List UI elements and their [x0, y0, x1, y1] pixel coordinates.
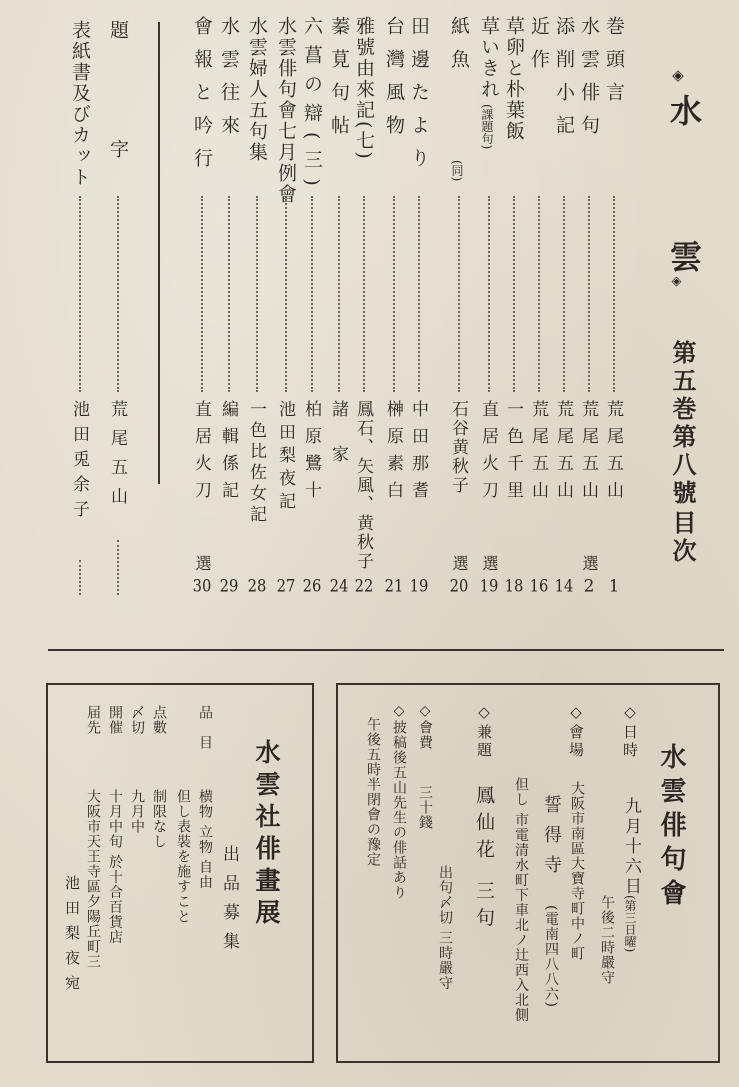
- fee-label: ◇會費: [417, 703, 433, 750]
- toc-title: 水雲婦人五句集: [246, 16, 268, 163]
- magazine-title-char-1: 水: [665, 94, 703, 126]
- leader-dots: [563, 196, 565, 392]
- leader-dots: [393, 196, 395, 392]
- date-label: ◇日時: [621, 703, 639, 760]
- item-label: 〆切: [129, 705, 145, 735]
- closing-time: 午後五時半閉會の豫定: [365, 717, 381, 867]
- column-divider: [158, 22, 160, 484]
- toc-author: 荒尾五山: [603, 400, 623, 508]
- toc-title: 水雲俳句會七月例會: [275, 16, 297, 205]
- meeting-title: 水雲俳句會: [656, 743, 686, 913]
- toc-author: 池田兎余子: [69, 400, 89, 525]
- submission-deadline: 出句〆切 三時嚴守: [437, 865, 453, 991]
- item-value: 制限なし: [151, 789, 167, 849]
- toc-page: 14: [554, 578, 574, 595]
- leader-dots: [285, 196, 287, 392]
- toc-title: 六菖の辯(三): [301, 16, 323, 196]
- leader-dots: [363, 196, 365, 392]
- leader-dots: [311, 196, 313, 392]
- toc-page: 16: [529, 578, 549, 595]
- toc-author: 荒尾五山: [578, 400, 598, 508]
- toc-author: 鳳石、矢風、黄秋子: [353, 400, 373, 571]
- venue-phone: (電南四八八六): [543, 905, 559, 1008]
- toc-title: 紙魚: [448, 16, 470, 82]
- leader-dots: [338, 196, 340, 392]
- toc-note: 選: [193, 555, 212, 573]
- toc-title: 田邊たより: [408, 16, 430, 181]
- leader-dots: [458, 196, 460, 392]
- toc-note: 選: [480, 555, 499, 573]
- leader-dots: [488, 196, 490, 392]
- toc-title: 水雲俳句: [578, 16, 600, 148]
- toc-page: 28: [247, 578, 267, 595]
- toc-author: 直居火刀: [191, 400, 211, 508]
- venue-name: 誓得寺: [541, 795, 562, 885]
- toc-page: 21: [384, 578, 404, 595]
- toc-title: 添削小記: [553, 16, 575, 148]
- toc-page: 1: [608, 578, 620, 595]
- item-label: 点數: [151, 705, 167, 735]
- toc-author: 中田那耆: [408, 400, 428, 508]
- toc-title: 近作: [528, 16, 550, 82]
- leader-dots: [613, 196, 615, 392]
- recipient: 池田梨夜宛: [63, 875, 81, 1000]
- diamond-icon: ◈: [669, 66, 687, 84]
- item-value: 大阪市天王寺區夕陽丘町三: [85, 789, 101, 969]
- item-label: 届先: [85, 705, 101, 735]
- toc-note: 選: [580, 555, 599, 573]
- leader-dots: [588, 196, 590, 392]
- toc-author: 編輯係記: [218, 400, 238, 508]
- toc-note: 選: [450, 555, 469, 573]
- leader-dots: [228, 196, 230, 392]
- toc-title: 草卵と朴葉飯: [503, 16, 525, 142]
- meeting-date: 九月十六日: [621, 797, 641, 897]
- toc-title-note: (課題句): [480, 104, 494, 150]
- toc-page: 29: [219, 578, 239, 595]
- item-value: 十月中旬 於十合百貨店: [107, 789, 123, 945]
- venue-directions: 但し 市電清水町下車北ノ辻西入北側: [513, 777, 529, 1023]
- exhibition-notice: [46, 683, 314, 1063]
- toc-title: 水雲往來: [218, 16, 240, 148]
- leader-dots: [79, 560, 81, 595]
- date-note: (第三日曜): [623, 895, 637, 953]
- fee: 三十錢: [417, 785, 433, 830]
- toc-author: 柏原鷺十: [301, 400, 321, 508]
- exhibition-subtitle: 出品募集: [219, 845, 239, 961]
- toc-title: 巻頭言: [603, 16, 625, 115]
- leader-dots: [201, 196, 203, 392]
- toc-author: 荒尾五山: [553, 400, 573, 508]
- toc-author: 荒尾五山: [528, 400, 548, 508]
- venue-address: 大阪市南區大寶寺町中ノ町: [569, 781, 585, 961]
- toc-author: 石谷黄秋子: [448, 400, 468, 495]
- toc-author: 一色比佐女記: [246, 400, 266, 526]
- toc-title: 草いきれ: [478, 16, 500, 100]
- item-label: 品目: [197, 705, 213, 765]
- exhibition-title: 水雲社俳畫展: [252, 739, 281, 931]
- toc-author: 一色千里: [503, 400, 523, 508]
- toc-author: 荒尾五山: [107, 400, 127, 516]
- toc-title: 表紙書及びカット: [69, 20, 91, 188]
- diamond-icon: ◈: [669, 274, 684, 289]
- leader-dots: [418, 196, 420, 392]
- toc-title: 雅號由來記(七): [353, 16, 375, 161]
- section-divider: [48, 649, 724, 651]
- toc-page: 30: [192, 578, 212, 595]
- leader-dots: [513, 196, 515, 392]
- toc-title-note: (同): [450, 160, 464, 182]
- toc-page: 20: [449, 578, 469, 595]
- toc-title: 台灣風物: [383, 16, 405, 148]
- leader-dots: [117, 196, 119, 392]
- toc-author: 諸家: [328, 400, 348, 490]
- lecture-note: ◇披稿後五山先生の俳話あり: [391, 703, 407, 900]
- item-value: 九月中: [129, 789, 145, 834]
- toc-author: 榊原素白: [383, 400, 403, 508]
- toc-page: 19: [479, 578, 499, 595]
- toc-author: 直居火刀: [478, 400, 498, 508]
- theme-label: ◇兼題: [475, 703, 493, 760]
- toc-page: 18: [504, 578, 524, 595]
- toc-page: 19: [409, 578, 429, 595]
- item-value: 横物 立物 自由: [197, 789, 213, 890]
- contents-label: 目次: [668, 510, 697, 566]
- toc-page: 26: [302, 578, 322, 595]
- magazine-title-char-2: 雲: [665, 240, 703, 272]
- toc-title: 題字: [107, 20, 129, 258]
- meeting-time: 午後二時嚴守: [599, 895, 615, 985]
- haiku-meeting-notice: [336, 683, 720, 1063]
- toc-author: 池田梨夜記: [275, 400, 295, 515]
- toc-page: 2: [583, 578, 595, 595]
- leader-dots: [79, 196, 81, 392]
- leader-dots: [538, 196, 540, 392]
- venue-label: ◇會場: [567, 703, 585, 760]
- leader-dots: [256, 196, 258, 392]
- toc-page: 24: [329, 578, 349, 595]
- issue-number: 第五巻第八號: [668, 340, 697, 508]
- item-value: 但し表裝を施すこと: [175, 789, 191, 924]
- toc-page: 27: [276, 578, 296, 595]
- toc-page: 22: [354, 578, 374, 595]
- toc-title: 會報と吟行: [191, 16, 213, 181]
- theme: 鳳仙花 三句: [473, 785, 495, 935]
- item-label: 開催: [107, 705, 123, 735]
- leader-dots: [117, 540, 119, 595]
- toc-title: 蓁莧句帖: [328, 16, 350, 148]
